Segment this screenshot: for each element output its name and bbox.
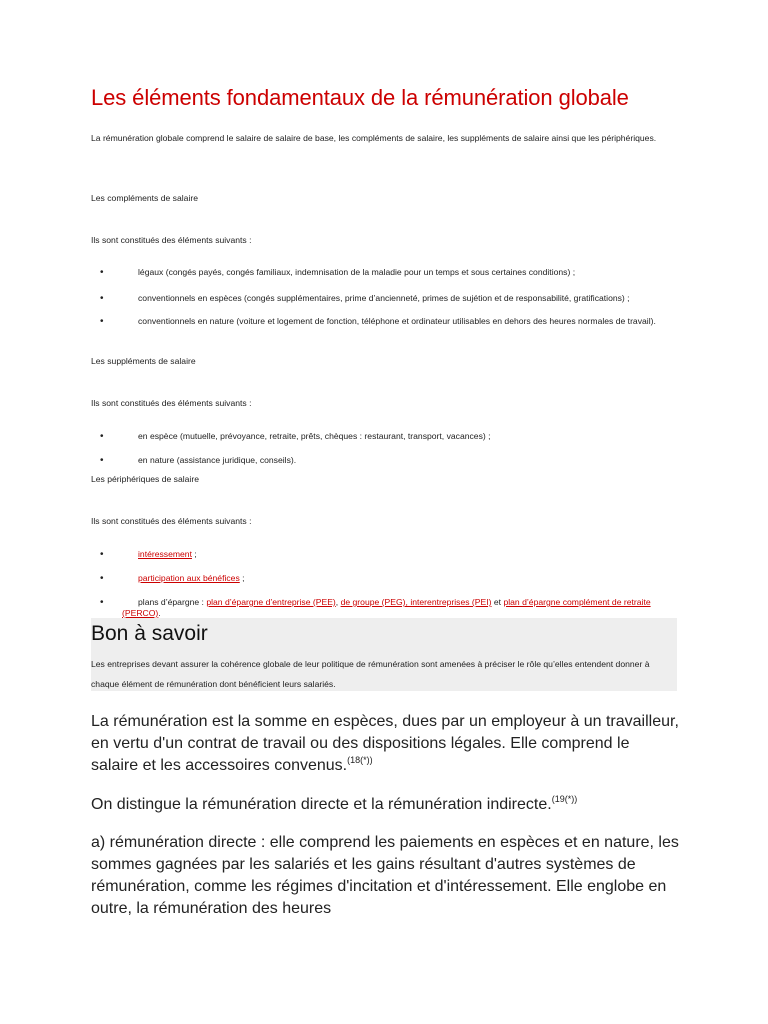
link-interessement[interactable]: intéressement [138,549,192,559]
list-item: • conventionnels en espèces (congés supplémentaires, prime d’ancienneté, primes de sujétion et de responsabilité, gratifications) ; [100,293,630,304]
section-lead-peripherals: Ils sont constitués des éléments suivants : [91,516,252,526]
bullet-icon: • [100,597,104,608]
list-peripherals [91,549,681,619]
paragraph-distinction: On distingue la rémunération directe et la rémunération indirecte.$^{(19(*))}$ [91,794,578,813]
list-item: • conventionnels en nature (voiture et logement de fonction, téléphone et ordinateur utilisables en dehors des heures normales de travail). [100,316,656,327]
bullet-icon: • [100,293,104,304]
link-pee[interactable]: plan d’épargne d’entreprise (PEE) [206,597,336,607]
section-lead-supplements: Ils sont constitués des éléments suivants : [91,398,252,408]
bullet-icon: • [100,316,104,327]
bullet-icon: • [100,455,104,466]
link-peg-pei[interactable]: de groupe (PEG), interentreprises (PEI) [340,597,492,607]
link-participation[interactable]: participation aux bénéfices [138,573,240,583]
list-supplements [91,431,681,466]
note-text: Les entreprises devant assurer la cohérence globale de leur politique de rémunération sont amenées à préciser le rôle qu’elles entendent donner à chaque élément de rémunération dont bénéficient leurs salariés. [91,659,650,689]
intro-paragraph: La rémunération globale comprend le salaire de salaire de base, les compléments de salaire, les suppléments de salaire ainsi que les périphériques. [91,133,657,143]
page-title: Les éléments fondamentaux de la rémunération globale [91,85,629,110]
section-heading-supplements: Les suppléments de salaire [91,356,196,366]
paragraph-definition: La rémunération est la somme en espèces, dues par un employeur à un travailleur, en vertu d'un contrat de travail ou des dispositions légales. Elle comprend le salaire et les accessoires convenus.$^{(18(*))}$ [91,713,679,774]
note-title: Bon à savoir [91,622,208,645]
bullet-icon: • [100,431,104,442]
section-heading-complements: Les compléments de salaire [91,193,198,203]
list-item: • en espèce (mutuelle, prévoyance, retraite, prêts, chèques : restaurant, transport, vacances) ; [100,431,491,442]
footnote-ref[interactable]: (18(*)) [347,755,373,765]
paragraph-direct: a) rémunération directe : elle comprend les paiements en espèces et en nature, les sommes gagnées par les salariés et les gains résultant d'autres systèmes de rémunération, comme les régimes d'incitation et d'intéressement. Elle englobe en outre, la rémunération des heures [91,834,679,917]
bullet-icon: • [100,549,104,560]
list-item: • légaux (congés payés, congés familiaux, indemnisation de la maladie pour un temps et sous certaines conditions) ; [100,267,576,278]
section-heading-peripherals: Les périphériques de salaire [91,474,199,484]
bullet-icon: • [100,573,104,584]
list-complements [91,267,681,327]
bullet-icon: • [100,267,104,278]
list-item: • participation aux bénéfices ; [100,573,245,584]
list-item: • intéressement ; [100,549,197,560]
footnote-ref[interactable]: (19(*)) [551,794,578,804]
note-box [91,618,677,691]
list-item: • en nature (assistance juridique, conseils). [100,455,297,466]
link-perco[interactable]: plan d’épargne complément de retraite (PERCO) [122,597,651,618]
section-lead-complements: Ils sont constitués des éléments suivants : [91,235,252,245]
list-item: • plans d’épargne : plan d’épargne d’entreprise (PEE), de groupe (PEG), interentreprises (PEI) et plan d’épargne complément de retraite (PERCO). [100,597,651,618]
